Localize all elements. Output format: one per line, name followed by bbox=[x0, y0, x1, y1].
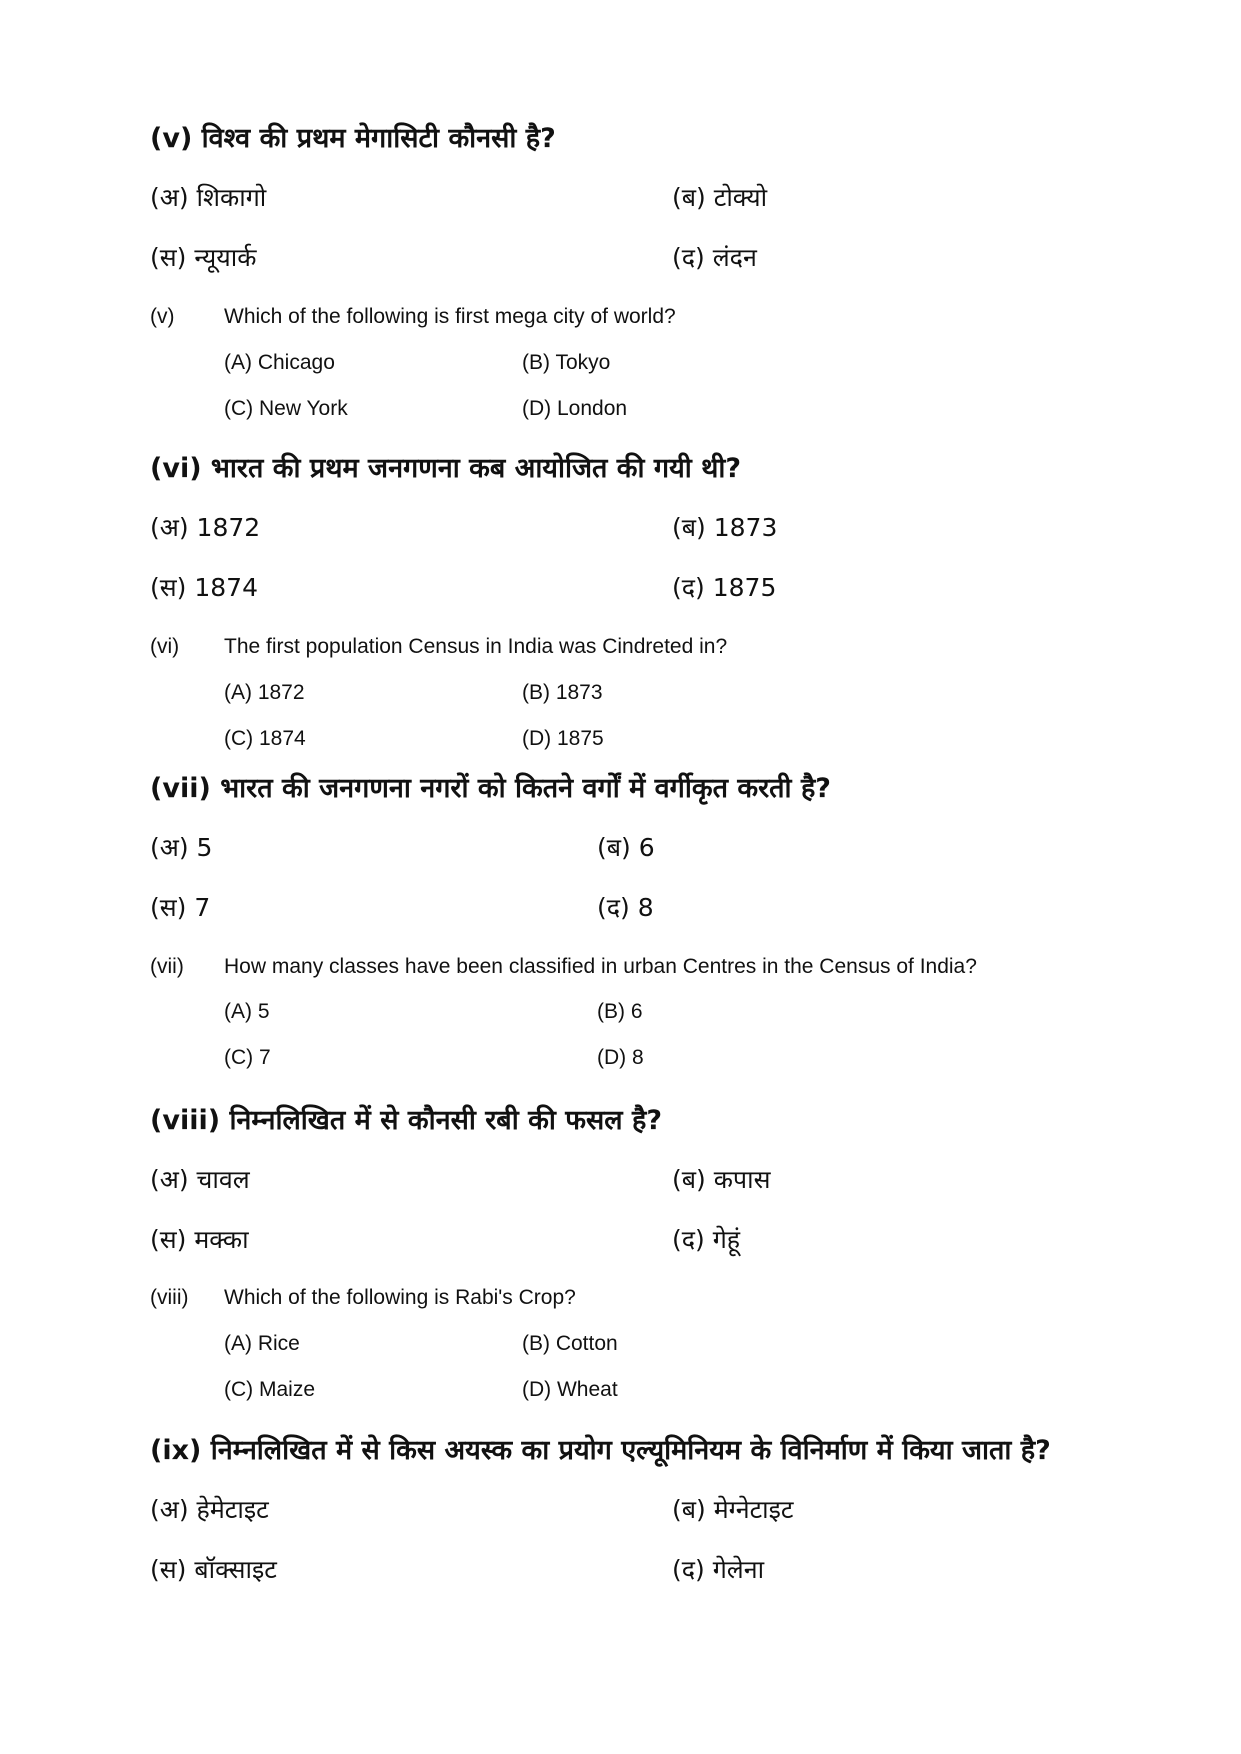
option-d-hindi: (द) गेहूं bbox=[672, 1225, 741, 1254]
option-c-hindi: (स) 1874 bbox=[150, 573, 258, 602]
option-d-hindi: (द) 8 bbox=[597, 893, 654, 922]
option-b-hindi: (ब) टोक्यो bbox=[672, 183, 768, 212]
option-b-english: (B) 6 bbox=[597, 1000, 643, 1023]
question-number-en: (vi) bbox=[150, 635, 180, 658]
option-b-english: (B) Tokyo bbox=[522, 351, 611, 374]
option-c-english: (C) Maize bbox=[224, 1378, 316, 1401]
question-viii-english: Which of the following is Rabi's Crop? bbox=[224, 1286, 576, 1309]
question-vi-english: The first population Census in India was Cindreted in? bbox=[224, 635, 728, 658]
option-b-hindi: (ब) 6 bbox=[597, 833, 655, 862]
question-number-en: (vii) bbox=[150, 955, 184, 978]
option-d-hindi: (द) लंदन bbox=[672, 243, 757, 272]
option-b-hindi: (ब) मेग्नेटाइट bbox=[672, 1495, 794, 1524]
option-d-english: (D) 8 bbox=[597, 1046, 644, 1069]
option-d-hindi: (द) 1875 bbox=[672, 573, 777, 602]
question-number-en: (viii) bbox=[150, 1286, 189, 1309]
question-ix-hindi: (ix) निम्नलिखित में से किस अयस्क का प्रयोग एल्यूमिनियम के विनिर्माण में किया जाता है? bbox=[150, 1435, 1051, 1466]
option-c-hindi: (स) न्यूयार्क bbox=[150, 243, 257, 272]
option-a-hindi: (अ) 1872 bbox=[150, 513, 261, 542]
option-c-english: (C) 1874 bbox=[224, 727, 306, 750]
question-v-english: Which of the following is first mega city of world? bbox=[224, 305, 676, 328]
option-c-hindi: (स) मक्का bbox=[150, 1225, 249, 1254]
option-d-english: (D) Wheat bbox=[522, 1378, 618, 1401]
option-d-hindi: (द) गेलेना bbox=[672, 1555, 765, 1584]
option-c-hindi: (स) बॉक्साइट bbox=[150, 1555, 277, 1584]
question-number-en: (v) bbox=[150, 305, 175, 328]
option-a-english: (A) Rice bbox=[224, 1332, 300, 1355]
option-b-english: (B) 1873 bbox=[522, 681, 603, 704]
option-d-english: (D) London bbox=[522, 397, 628, 420]
question-viii-hindi: (viii) निम्नलिखित में से कौनसी रबी की फसल है? bbox=[150, 1105, 662, 1136]
option-b-hindi: (ब) 1873 bbox=[672, 513, 778, 542]
option-c-english: (C) 7 bbox=[224, 1046, 271, 1069]
option-b-english: (B) Cotton bbox=[522, 1332, 618, 1355]
option-a-english: (A) 1872 bbox=[224, 681, 305, 704]
option-a-hindi: (अ) हेमेटाइट bbox=[150, 1495, 269, 1524]
option-a-hindi: (अ) चावल bbox=[150, 1165, 250, 1194]
question-vii-hindi: (vii) भारत की जनगणना नगरों को कितने वर्गों में वर्गीकृत करती है? bbox=[150, 773, 831, 804]
option-a-english: (A) Chicago bbox=[224, 351, 335, 374]
question-vi-hindi: (vi) भारत की प्रथम जनगणना कब आयोजित की गयी थी? bbox=[150, 453, 742, 484]
option-d-english: (D) 1875 bbox=[522, 727, 604, 750]
option-b-hindi: (ब) कपास bbox=[672, 1165, 771, 1194]
option-c-hindi: (स) 7 bbox=[150, 893, 211, 922]
option-a-hindi: (अ) 5 bbox=[150, 833, 213, 862]
option-c-english: (C) New York bbox=[224, 397, 348, 420]
option-a-hindi: (अ) शिकागो bbox=[150, 183, 267, 212]
question-vii-english: How many classes have been classified in urban Centres in the Census of India? bbox=[224, 955, 977, 978]
question-v-hindi: (v) विश्व की प्रथम मेगासिटी कौनसी है? bbox=[150, 123, 556, 154]
option-a-english: (A) 5 bbox=[224, 1000, 270, 1023]
